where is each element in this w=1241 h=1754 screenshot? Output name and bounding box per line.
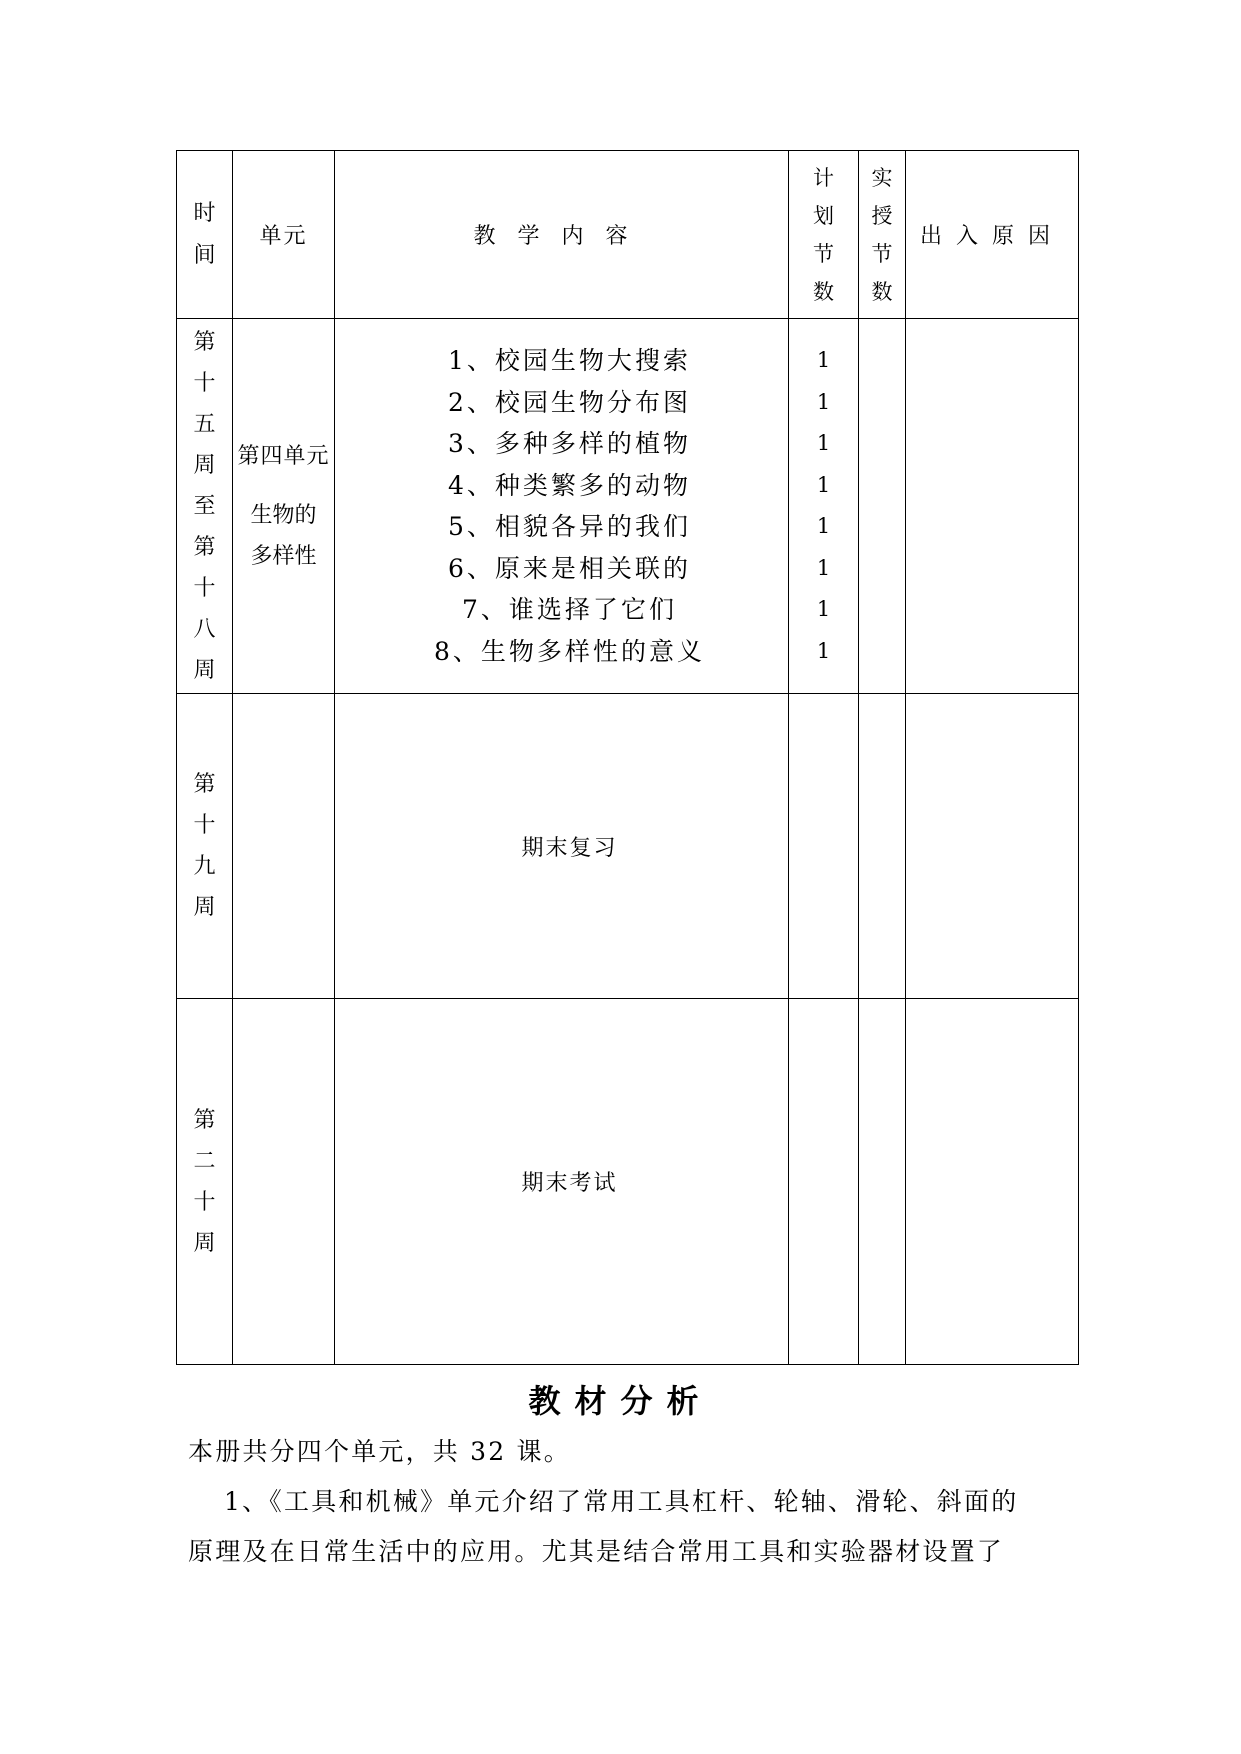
lesson-item: 3、多种多样的植物 [448, 429, 691, 458]
content-cell [335, 999, 789, 1365]
unit-name: 生物的多样性 [250, 502, 317, 569]
row-time: 第二十周 [193, 1107, 216, 1256]
planned-hours: 1 [816, 555, 831, 580]
table-row [177, 999, 1079, 1365]
header-actual: 实授节数 [871, 165, 893, 304]
table-header-row [177, 151, 1079, 319]
content-cell [335, 319, 789, 694]
section-title: 教材分析 [528, 1382, 713, 1420]
planned-hours: 1 [816, 638, 831, 663]
lesson-item: 2、校园生物分布图 [448, 387, 691, 417]
planned-hours: 1 [816, 472, 831, 497]
planned-hours: 1 [816, 431, 831, 455]
table-row [177, 319, 1079, 694]
actual-hours-cell [859, 999, 906, 1365]
paragraph: 本册共分四个单元，共 32 课。 [188, 1437, 571, 1466]
reason-cell [906, 999, 1079, 1365]
header-content-cell [335, 151, 789, 319]
paragraph: 原理及在日常生活中的应用。尤其是结合常用工具和实验器材设置了 [188, 1537, 1005, 1566]
lesson-item: 8、生物多样性的意义 [434, 636, 705, 666]
header-reason: 出入原因 [919, 224, 1064, 249]
lesson-item: 1、校园生物大搜索 [448, 346, 691, 375]
time-cell [177, 694, 233, 999]
header-unit-cell [233, 151, 335, 319]
unit-cell [233, 999, 335, 1365]
content-text: 期末考试 [521, 1171, 618, 1196]
header-unit: 单元 [259, 224, 308, 249]
planned-hours-cell [789, 999, 859, 1365]
lesson-item: 5、相貌各异的我们 [448, 512, 691, 541]
lesson-item: 4、种类繁多的动物 [448, 470, 691, 500]
planned-hours: 1 [816, 514, 831, 538]
planned-hours-cell [789, 319, 859, 694]
table-row [177, 694, 1079, 999]
teaching-plan-table [176, 150, 1079, 1365]
header-time: 时间 [193, 200, 216, 268]
actual-hours-cell [859, 694, 906, 999]
time-cell [177, 319, 233, 694]
unit-number: 第四单元 [237, 443, 330, 469]
lesson-item: 7、谁选择了它们 [462, 595, 677, 624]
planned-hours: 1 [816, 389, 831, 414]
unit-cell [233, 319, 335, 694]
paragraph: 1、《工具和机械》单元介绍了常用工具杠杆、轮轴、滑轮、斜面的 [224, 1487, 1019, 1516]
unit-cell [233, 694, 335, 999]
time-cell [177, 999, 233, 1365]
reason-cell [906, 694, 1079, 999]
header-content: 教学内容 [473, 224, 650, 249]
content-cell [335, 694, 789, 999]
header-planned-cell [789, 151, 859, 319]
header-time-cell [177, 151, 233, 319]
actual-hours-cell [859, 319, 906, 694]
header-actual-cell [859, 151, 906, 319]
planned-hours: 1 [816, 597, 831, 621]
header-reason-cell [906, 151, 1079, 319]
content-text: 期末复习 [521, 835, 618, 861]
planned-hours-cell [789, 694, 859, 999]
lesson-item: 6、原来是相关联的 [448, 553, 691, 583]
reason-cell [906, 319, 1079, 694]
row-time: 第十五周至第十八周 [193, 329, 216, 683]
header-planned: 计划节数 [813, 165, 834, 304]
row-time: 第十九周 [193, 772, 216, 920]
planned-hours: 1 [816, 348, 831, 372]
